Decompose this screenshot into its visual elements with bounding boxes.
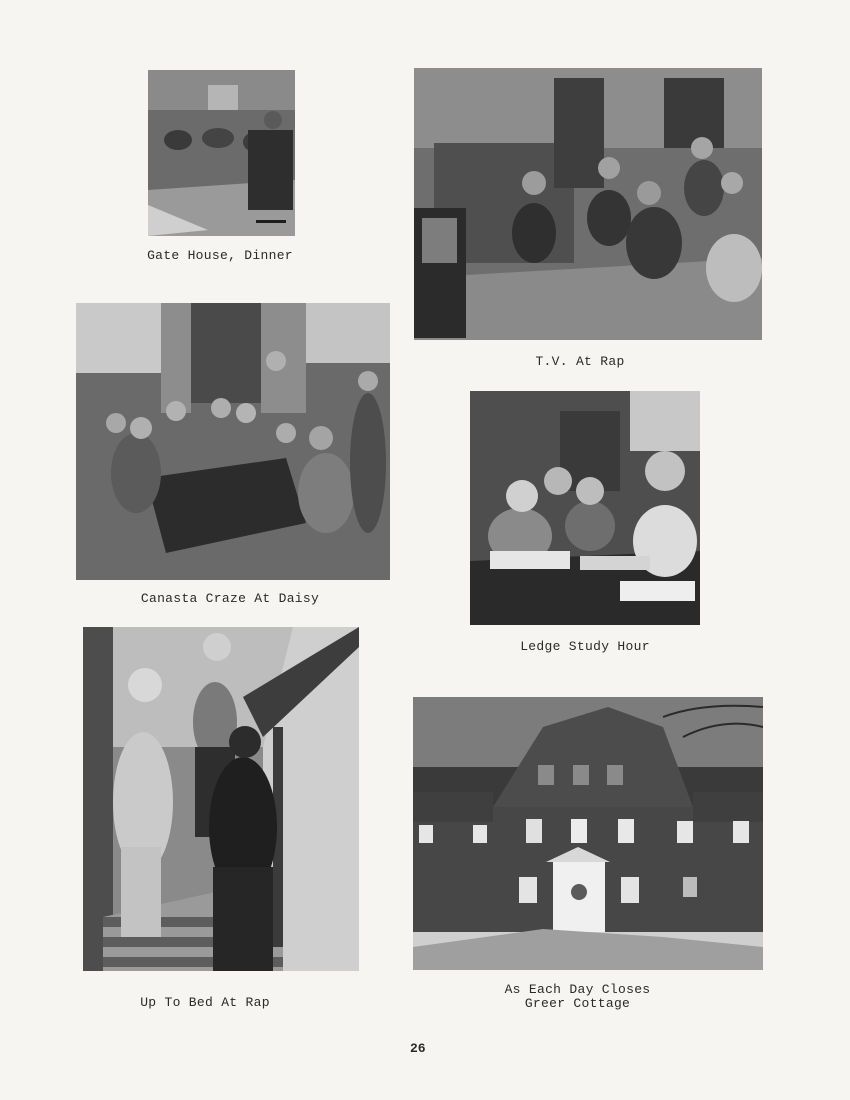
photo-ledge-study-hour xyxy=(470,391,700,625)
photo-up-to-bed xyxy=(83,627,359,971)
photo-greer-cottage xyxy=(413,697,763,970)
photo-canasta-craze xyxy=(76,303,390,580)
photo-gate-house-dinner xyxy=(148,70,295,236)
caption-canasta: Canasta Craze At Daisy xyxy=(140,591,320,606)
page-number: 26 xyxy=(410,1041,426,1056)
caption-bed: Up To Bed At Rap xyxy=(140,995,270,1010)
caption-tv: T.V. At Rap xyxy=(535,354,625,369)
caption-cottage-line1: As Each Day Closes xyxy=(504,982,651,997)
caption-cottage-line2: Greer Cottage xyxy=(524,996,631,1011)
caption-gate-house: Gate House, Dinner xyxy=(147,248,293,263)
photo-tv-at-rap xyxy=(414,68,762,340)
caption-ledge: Ledge Study Hour xyxy=(520,639,650,654)
